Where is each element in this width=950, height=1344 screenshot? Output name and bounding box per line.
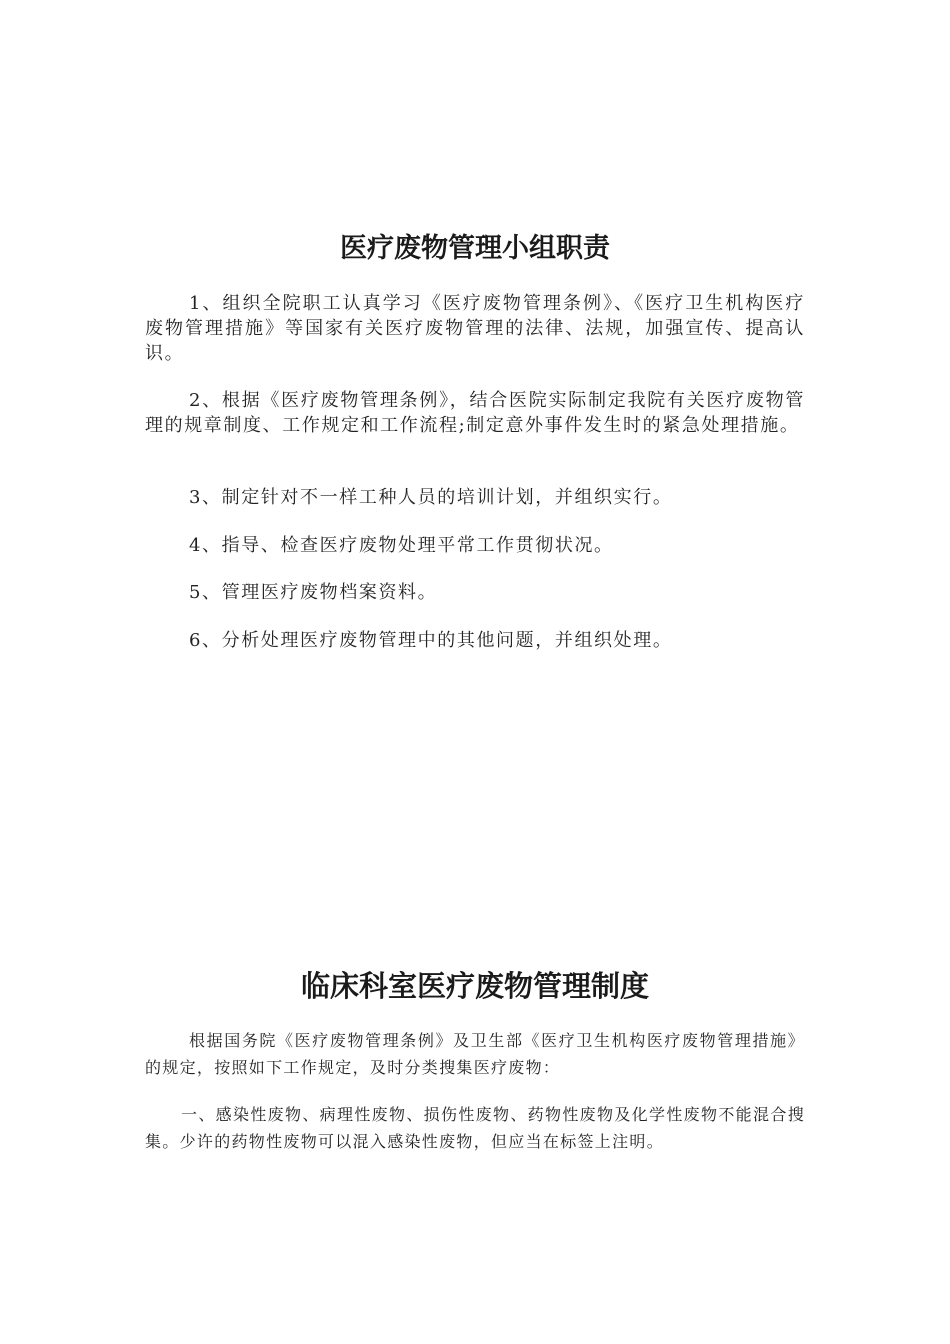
section-title: 临床科室医疗废物管理制度 bbox=[300, 969, 649, 1003]
list-item: 3、制定针对不一样工种人员的培训计划，并组织实行。 bbox=[189, 487, 673, 508]
section-title: 医疗废物管理小组职责 bbox=[340, 233, 610, 264]
list-item: 一、感染性废物、病理性废物、损伤性废物、药物性废物及化学性废物不能混合搜集。少许的药物性废物可以混入感染性废物，但应当在标签上注明。 bbox=[145, 1105, 805, 1151]
list-item: 4、指导、检查医疗废物处理平常工作贯彻状况。 bbox=[189, 535, 614, 556]
list-item: 6、分析处理医疗废物管理中的其他问题，并组织处理。 bbox=[189, 630, 673, 651]
list-item: 5、管理医疗废物档案资料。 bbox=[189, 582, 438, 603]
list-item: 2、根据《医疗废物管理条例》，结合医院实际制定我院有关医疗废物管理的规章制度、工作规定和工作流程;制定意外事件发生时的紧急处理措施。 bbox=[145, 390, 805, 436]
list-item: 1、组织全院职工认真学习《医疗废物管理条例》、《医疗卫生机构医疗废物管理措施》等国家有关医疗废物管理的法律、法规，加强宣传、提高认识。 bbox=[145, 293, 805, 364]
intro-paragraph: 根据国务院《医疗废物管理条例》及卫生部《医疗卫生机构医疗废物管理措施》的规定，按照如下工作规定，及时分类搜集医疗废物： bbox=[145, 1031, 805, 1077]
